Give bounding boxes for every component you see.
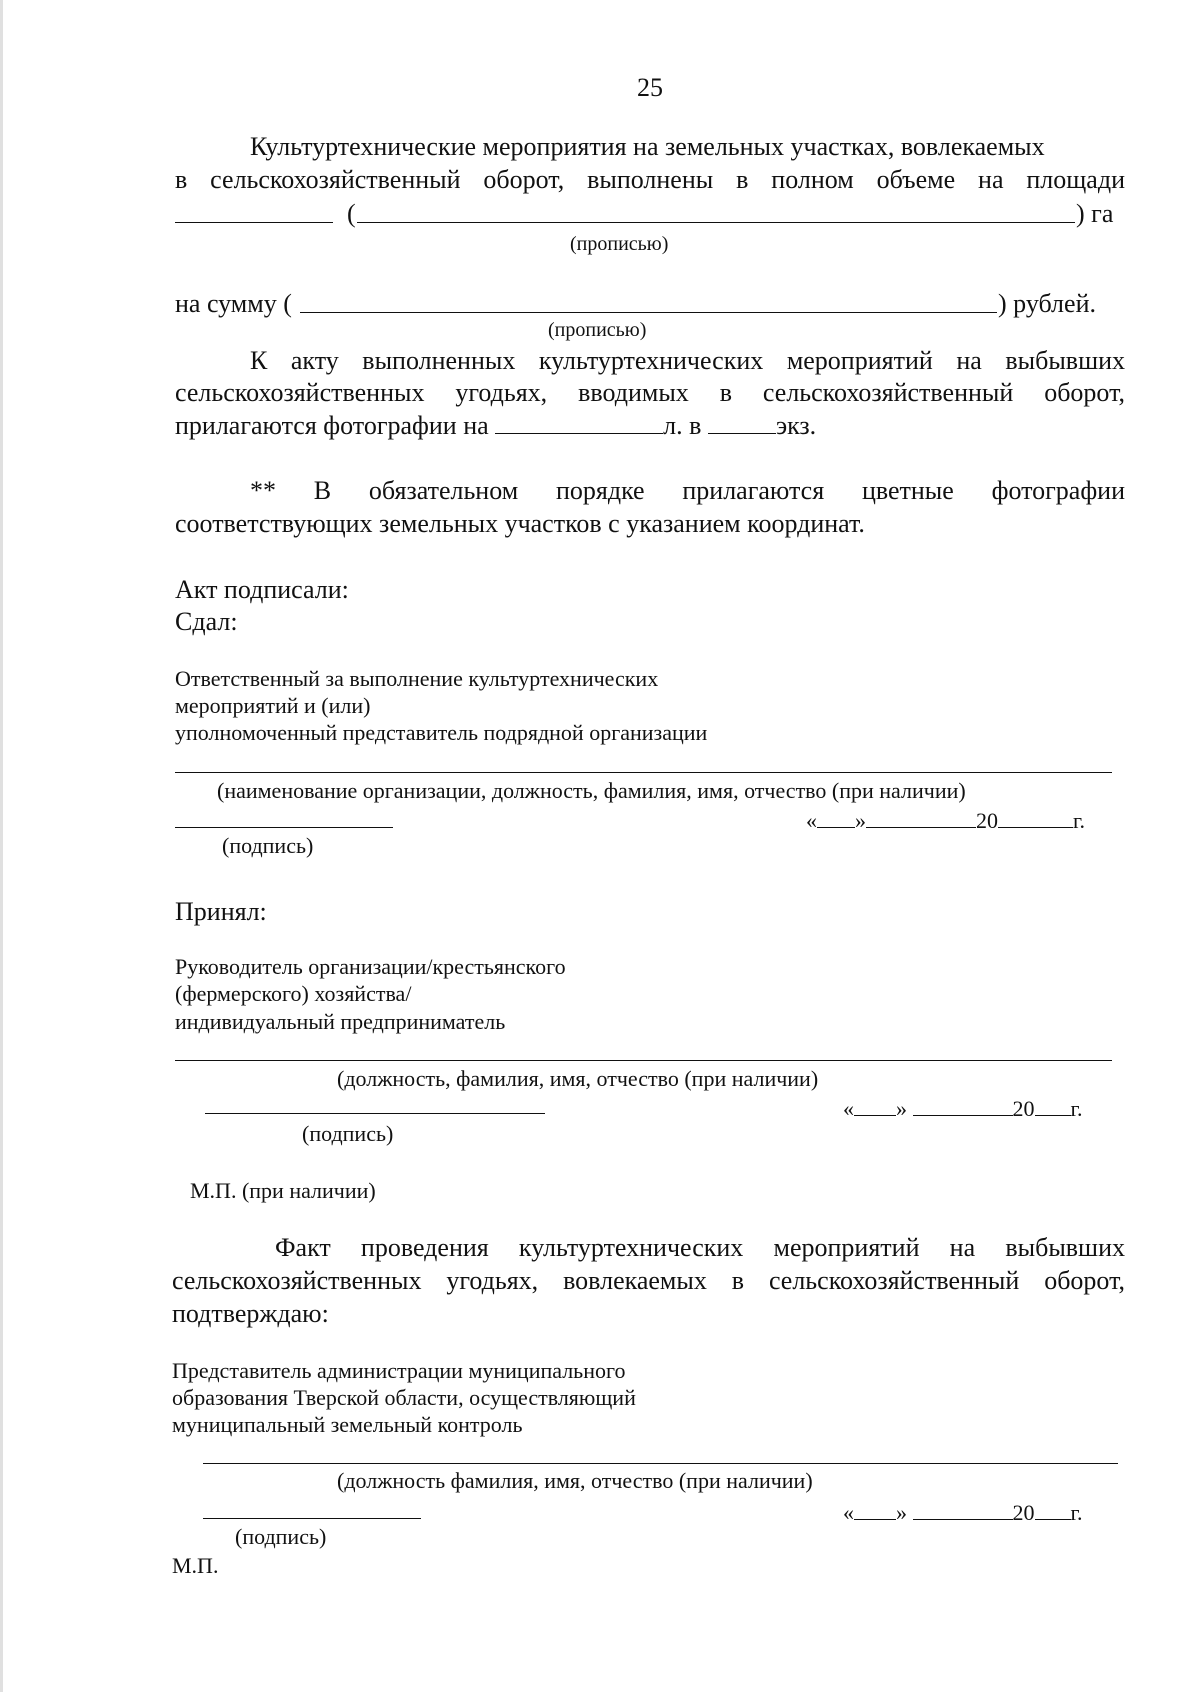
head-signature-caption: (подпись) bbox=[302, 1121, 394, 1146]
area-number-blank bbox=[175, 222, 333, 223]
contractor-signature-blank bbox=[175, 827, 393, 828]
date-year-suffix: г. bbox=[1070, 1500, 1083, 1525]
date-year-blank bbox=[1035, 1093, 1071, 1116]
head-role-line3: индивидуальный предприниматель bbox=[175, 1009, 506, 1034]
sum-prefix: на сумму ( bbox=[175, 289, 292, 318]
sheets-blank bbox=[495, 411, 663, 434]
admin-name-blank bbox=[203, 1463, 1118, 1464]
head-name-blank bbox=[175, 1060, 1112, 1061]
head-signature-blank bbox=[205, 1113, 545, 1114]
area-open-paren: ( bbox=[347, 199, 356, 228]
p2-line1: К акту выполненных культуртехнических мероприятий на выбывших bbox=[250, 346, 1125, 375]
p1-line2: в сельскохозяйственный оборот, выполнены в полном объеме на площади bbox=[175, 165, 1125, 194]
contractor-caption: (наименование организации, должность, фамилия, имя, отчество (при наличии) bbox=[217, 778, 966, 803]
admin-signature-blank bbox=[203, 1518, 421, 1519]
date-open-quote: « bbox=[843, 1500, 854, 1525]
date-open-quote: « bbox=[806, 808, 817, 833]
date-century: 20 bbox=[1012, 1096, 1035, 1121]
scan-edge bbox=[0, 0, 3, 1692]
date-month-blank bbox=[913, 1497, 1013, 1520]
date-month-blank bbox=[866, 805, 976, 828]
date-close-quote: » bbox=[855, 808, 866, 833]
sum-propisyu-caption: (прописью) bbox=[548, 319, 647, 341]
responsible-line1: Ответственный за выполнение культуртехнических bbox=[175, 666, 659, 691]
accepted-label: Принял: bbox=[175, 897, 267, 926]
p2-line3 bbox=[175, 410, 816, 442]
handed-label: Сдал: bbox=[175, 607, 238, 636]
date-year-blank bbox=[998, 805, 1073, 828]
head-role-line1: Руководитель организации/крестьянского bbox=[175, 954, 566, 979]
p2-line2: сельскохозяйственных угодьях, вводимых в сельскохозяйственный оборот, bbox=[175, 378, 1125, 407]
date-year-blank bbox=[1035, 1497, 1071, 1520]
date-close-quote: » bbox=[896, 1096, 907, 1121]
fact-line2: сельскохозяйственных угодьях, вовлекаемых в сельскохозяйственный оборот, bbox=[172, 1266, 1125, 1295]
date-year-suffix: г. bbox=[1070, 1096, 1083, 1121]
contractor-date bbox=[806, 805, 1085, 835]
area-unit-ga: ) га bbox=[1076, 199, 1114, 228]
date-day-blank bbox=[817, 805, 855, 828]
p3-line2: соответствующих земельных участков с указанием координат. bbox=[175, 509, 865, 538]
date-open-quote: « bbox=[843, 1096, 854, 1121]
date-century: 20 bbox=[1012, 1500, 1035, 1525]
act-signed-label: Акт подписали: bbox=[175, 575, 349, 604]
date-day-blank bbox=[854, 1093, 896, 1116]
date-month-blank bbox=[913, 1093, 1013, 1116]
area-propisyu-caption: (прописью) bbox=[570, 233, 669, 255]
head-caption: (должность, фамилия, имя, отчество (при наличии) bbox=[337, 1066, 819, 1091]
copies-label: экз. bbox=[775, 411, 817, 440]
p1-line1: Культуртехнические мероприятия на земельных участках, вовлекаемых bbox=[250, 132, 1045, 161]
sheets-label: л. в bbox=[663, 411, 702, 440]
fact-line3: подтверждаю: bbox=[172, 1299, 329, 1328]
contractor-name-blank bbox=[175, 772, 1112, 773]
admin-signature-caption: (подпись) bbox=[235, 1524, 327, 1549]
sum-words-blank bbox=[300, 312, 997, 313]
date-century: 20 bbox=[976, 808, 998, 833]
admin-role-line1: Представитель администрации муниципального bbox=[172, 1358, 626, 1383]
admin-role-line2: образования Тверской области, осуществляющий bbox=[172, 1385, 636, 1410]
sum-suffix: ) рублей. bbox=[998, 289, 1096, 318]
admin-date bbox=[843, 1497, 1083, 1527]
responsible-line2: мероприятий и (или) bbox=[175, 693, 371, 718]
copies-blank bbox=[708, 411, 776, 434]
area-words-blank bbox=[357, 222, 1075, 223]
photos-label: прилагаются фотографии на bbox=[175, 411, 489, 440]
head-role-line2: (фермерского) хозяйства/ bbox=[175, 981, 412, 1006]
p3-line1: ** В обязательном порядке прилагаются цветные фотографии bbox=[250, 476, 1125, 505]
date-year-suffix: г. bbox=[1073, 808, 1086, 833]
admin-stamp-label: М.П. bbox=[172, 1553, 219, 1578]
date-close-quote: » bbox=[896, 1500, 907, 1525]
head-date bbox=[843, 1093, 1083, 1123]
admin-role-line3: муниципальный земельный контроль bbox=[172, 1412, 523, 1437]
contractor-signature-caption: (подпись) bbox=[222, 833, 314, 858]
date-day-blank bbox=[854, 1497, 896, 1520]
page-number: 25 bbox=[637, 73, 663, 102]
admin-caption: (должность фамилия, имя, отчество (при наличии) bbox=[337, 1468, 813, 1493]
head-stamp-label: М.П. (при наличии) bbox=[190, 1178, 376, 1203]
responsible-line3: уполномоченный представитель подрядной организации bbox=[175, 720, 708, 745]
fact-line1: Факт проведения культуртехнических мероприятий на выбывших bbox=[275, 1233, 1125, 1262]
